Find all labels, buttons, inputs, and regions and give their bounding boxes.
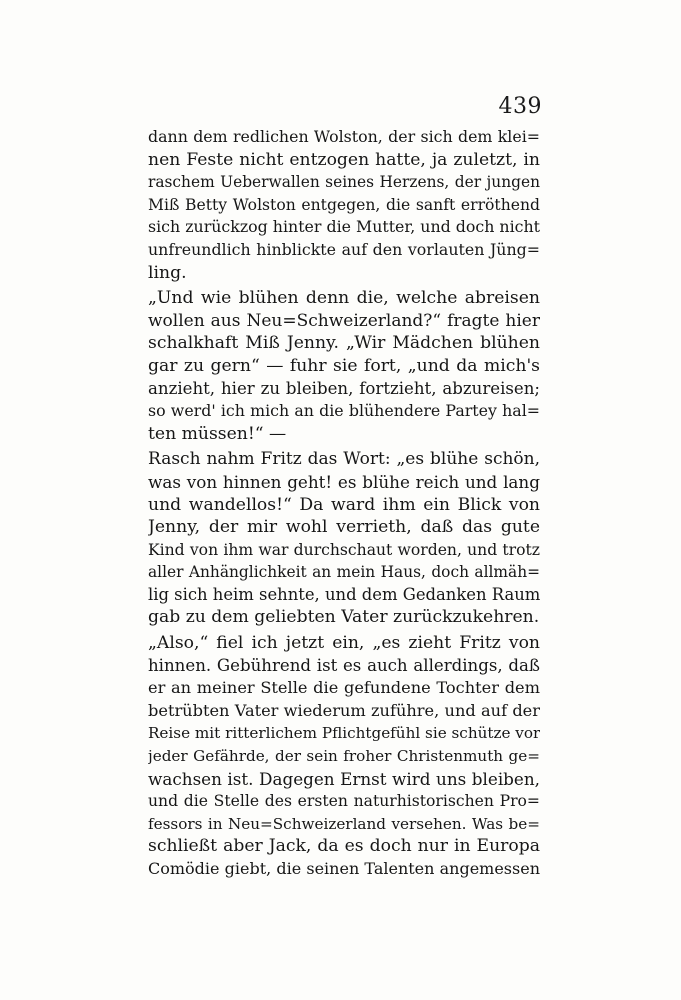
text-line: gar zu gern“ — fuhr sie fort, „und da mich's	[148, 355, 540, 376]
text-line: jeder Gefährde, der sein froher Christenmuth ge=	[148, 747, 540, 766]
text-line: und die Stelle des ersten naturhistorischen Pro=	[148, 792, 540, 811]
text-line: hinnen. Gebührend ist es auch allerdings, daß	[148, 655, 540, 675]
text-line: lig sich heim sehnte, und dem Gedanken Raum	[148, 584, 540, 604]
paragraph-4	[148, 632, 540, 881]
text-line: „Also,“ fiel ich jetzt ein, „es zieht Fritz von	[148, 633, 540, 654]
text-line: er an meiner Stelle die gefundene Tochter dem	[148, 678, 540, 698]
text-line: sich zurückzog hinter die Mutter, und doch nicht	[148, 217, 540, 237]
text-line: gab zu dem geliebten Vater zurückzukehren.	[148, 607, 540, 628]
text-line: ling.	[148, 262, 187, 283]
page-number: 439	[498, 94, 542, 119]
text-line: betrübten Vater wiederum zuführe, und auf der	[148, 700, 540, 720]
text-line: dann dem redlichen Wolston, der sich dem klei=	[148, 127, 540, 146]
text-line: anzieht, hier zu bleiben, fortzieht, abzureisen;	[148, 378, 540, 398]
body-text	[148, 126, 540, 881]
paragraph-2	[148, 287, 540, 445]
text-line: nen Feste nicht entzogen hatte, ja zuletzt, in	[148, 149, 540, 170]
text-line: „Und wie blühen denn die, welche abreisen	[148, 288, 540, 309]
text-line: wollen aus Neu=Schweizerland?“ fragte hier	[148, 310, 540, 331]
paragraph-1	[148, 126, 540, 284]
text-line: was von hinnen geht! es blühe reich und lang	[148, 471, 540, 492]
text-line: Miß Betty Wolston entgegen, die sanft erröthend	[148, 195, 540, 214]
text-line: Rasch nahm Fritz das Wort: „es blühe schön,	[148, 449, 540, 470]
text-line: Kind von ihm war durchschaut worden, und trotz	[148, 540, 540, 559]
text-line: fessors in Neu=Schweizerland versehen. Was be=	[148, 814, 540, 833]
paragraph-3	[148, 448, 540, 629]
text-line: und wandellos!“ Da ward ihm ein Blick von	[148, 494, 540, 515]
text-line: raschem Ueberwallen seines Herzens, der jungen	[148, 173, 540, 192]
text-line: schließt aber Jack, da es doch nur in Europa	[148, 836, 540, 857]
text-line: aller Anhänglichkeit an mein Haus, doch allmäh=	[148, 563, 540, 582]
text-line: so werd' ich mich an die blühendere Partey hal=	[148, 401, 540, 421]
text-line: unfreundlich hinblickte auf den vorlauten Jüng=	[148, 239, 540, 259]
text-line: Reise mit ritterlichem Pflichtgefühl sie schütze vor	[148, 724, 540, 743]
text-line: ten müssen!“ —	[148, 423, 287, 444]
text-line: wachsen ist. Dagegen Ernst wird uns bleiben,	[148, 768, 540, 789]
text-line: schalkhaft Miß Jenny. „Wir Mädchen blühen	[148, 333, 540, 354]
text-line: Comödie giebt, die seinen Talenten angemessen	[148, 859, 540, 878]
text-line: Jenny, der mir wohl verrieth, daß das gute	[148, 517, 540, 538]
